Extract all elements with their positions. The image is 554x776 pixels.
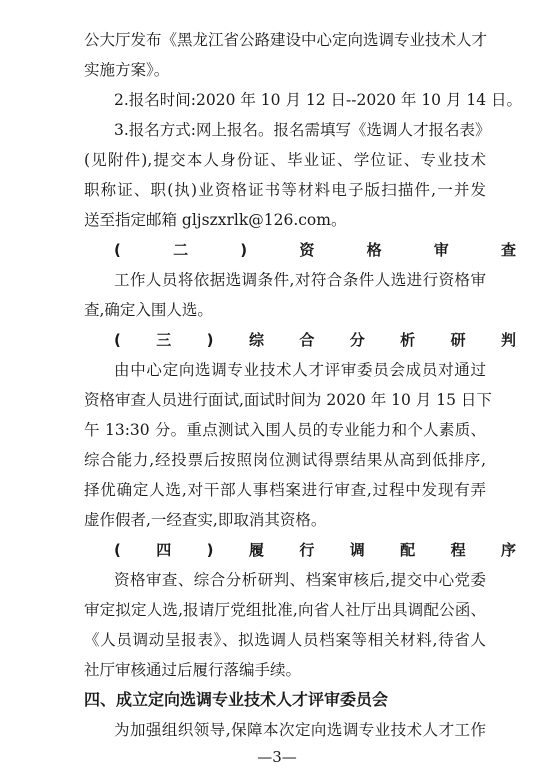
page-number: —3— [257, 748, 297, 766]
body-line: 职称证、职(执)业资格证书等材料电子版扫描件,一并发 [84, 181, 486, 199]
body-line: 工作人员将依据选调条件,对符合条件人选进行资格审 [114, 271, 486, 289]
body-line: 审定拟定人选,报请厅党组批准,向省人社厅出具调配公函、 [84, 601, 486, 619]
body-line: 为加强组织领导,保障本次定向选调专业技术人才工作 [114, 721, 486, 739]
body-line: 资格审查人员进行面试,面试时间为 2020 年 10 月 15 日下 [84, 391, 492, 409]
section-heading: (三)综合分析研判 [114, 331, 516, 349]
body-line: 公大厅发布《黑龙江省公路建设中心定向选调专业技术人才 [84, 31, 488, 49]
body-line: 3.报名方式:网上报名。报名需填写《选调人才报名表》 [114, 121, 491, 139]
body-line: 午 13:30 分。重点测试入围人员的专业能力和个人素质、 [84, 421, 486, 439]
body-line: 查,确定入围人选。 [84, 301, 213, 319]
body-line: 2.报名时间:2020 年 10 月 12 日--2020 年 10 月 14 日。 [114, 91, 523, 109]
section-heading: (二)资格审查 [114, 241, 516, 259]
body-line: 送至指定邮箱 gljszxrlk@126.com。 [84, 211, 347, 229]
section-heading: (四)履行调配程序 [114, 541, 516, 559]
section-heading: 四、成立定向选调专业技术人才评审委员会 [84, 690, 389, 709]
body-line: (见附件),提交本人身份证、毕业证、学位证、专业技术 [84, 151, 486, 169]
body-line: 择优确定人选,对干部人事档案进行审查,过程中发现有弄 [84, 481, 486, 499]
body-line: 虚作假者,一经查实,即取消其资格。 [84, 511, 327, 529]
body-line: 《人员调动呈报表》、拟选调人员档案等相关材料,待省人 [84, 631, 486, 649]
body-line: 社厅审核通过后履行落编手续。 [84, 661, 302, 679]
body-line: 由中心定向选调专业技术人才评审委员会成员对通过 [114, 361, 486, 379]
body-line: 资格审查、综合分析研判、档案审核后,提交中心党委 [114, 571, 486, 589]
body-line: 综合能力,经投票后按照岗位测试得票结果从高到低排序, [84, 451, 486, 469]
body-line: 实施方案》。 [84, 61, 170, 79]
